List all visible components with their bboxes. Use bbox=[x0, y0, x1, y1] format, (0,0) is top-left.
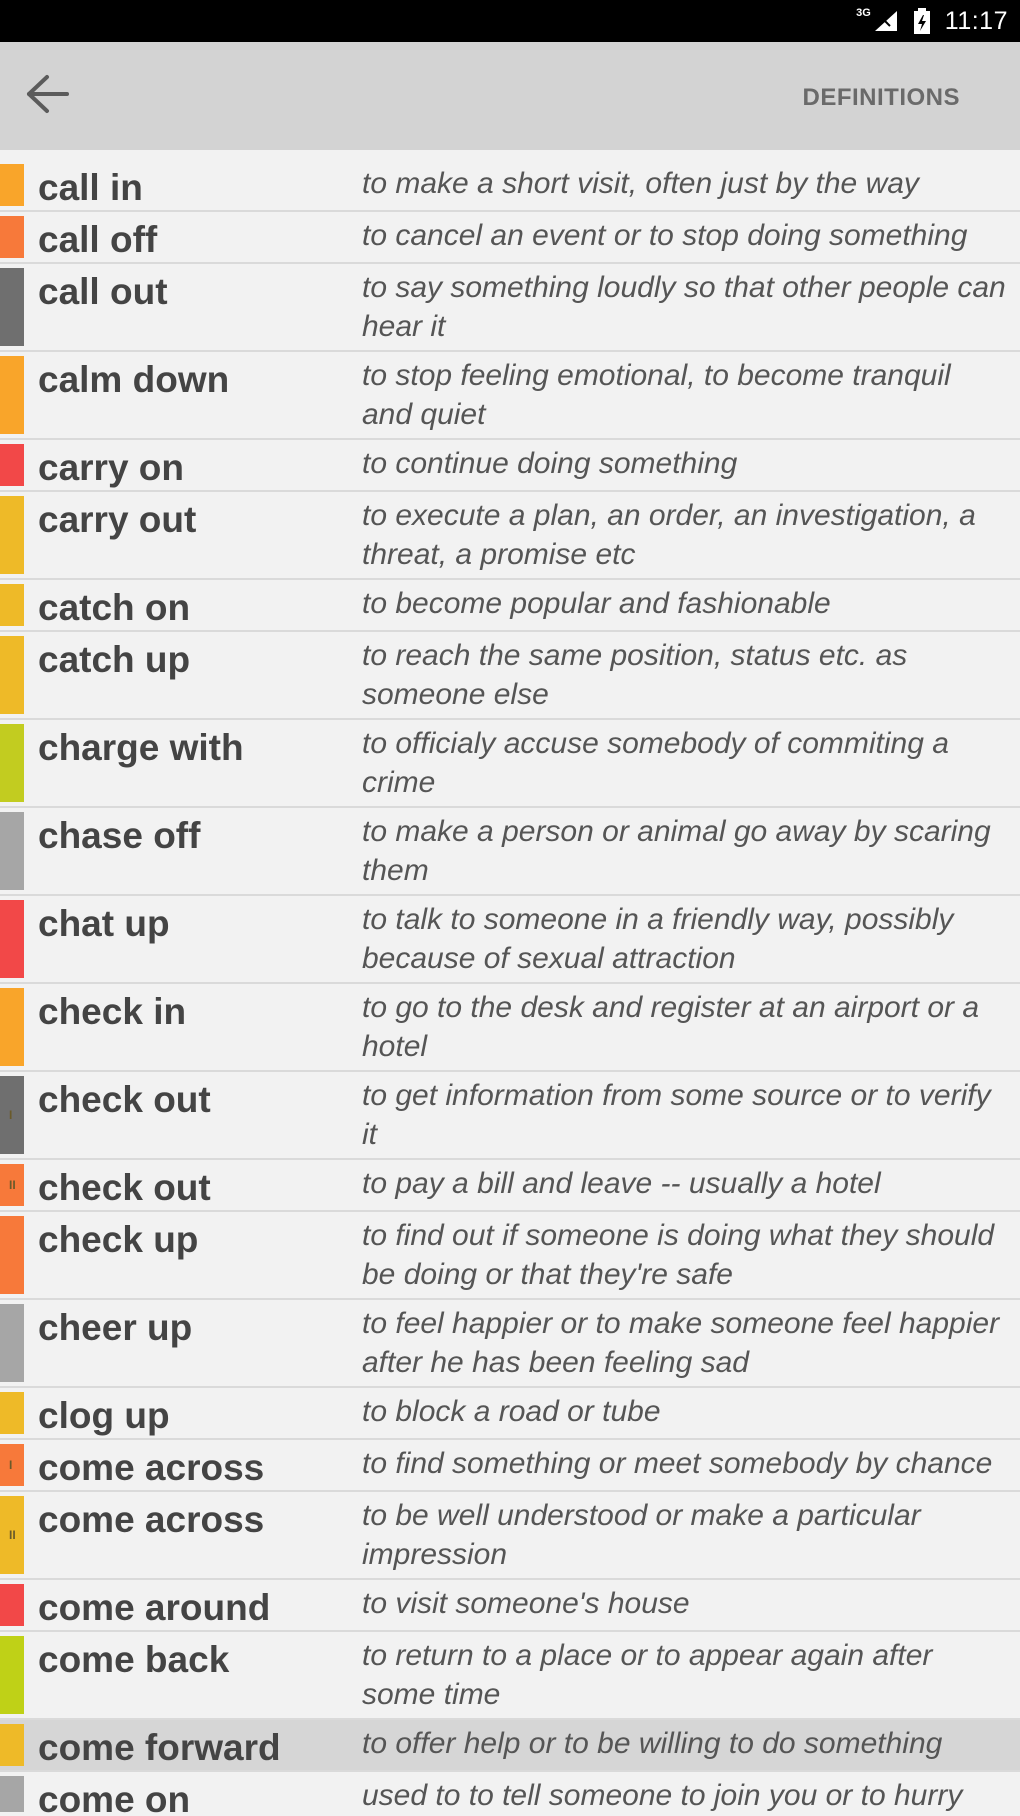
color-tag bbox=[0, 988, 24, 1066]
color-tag bbox=[0, 900, 24, 978]
phrase-label: come back bbox=[38, 1639, 230, 1680]
phrase-label: call in bbox=[38, 167, 143, 208]
list-item[interactable] bbox=[0, 352, 1020, 440]
definition-text: to return to a place or to appear again after some time bbox=[362, 1639, 933, 1711]
color-tag bbox=[0, 636, 24, 714]
phrase-label: come across bbox=[38, 1499, 265, 1540]
list-item[interactable] bbox=[0, 896, 1020, 984]
color-tag bbox=[0, 584, 24, 626]
color-tag bbox=[0, 356, 24, 434]
definition-text: to be well understood or make a particular impression bbox=[362, 1499, 921, 1571]
definition-text: to block a road or tube bbox=[362, 1395, 661, 1428]
phrasal-verb-list bbox=[0, 160, 1020, 1816]
definition-text: to go to the desk and register at an airport or a hotel bbox=[362, 991, 980, 1063]
list-item[interactable] bbox=[0, 580, 1020, 632]
phrase-label: cheer up bbox=[38, 1307, 193, 1348]
color-tag bbox=[0, 1776, 24, 1812]
list-item[interactable] bbox=[0, 1300, 1020, 1388]
list-item[interactable] bbox=[0, 1720, 1020, 1772]
definition-text: to continue doing something bbox=[362, 447, 738, 480]
color-tag bbox=[0, 1164, 24, 1206]
definition-text: to execute a plan, an order, an investigation, a threat, a promise etc bbox=[362, 499, 976, 571]
phrase-label: calm down bbox=[38, 359, 230, 400]
color-tag bbox=[0, 1392, 24, 1434]
sense-number-mark: I bbox=[9, 1108, 13, 1122]
phrase-label: call off bbox=[38, 219, 158, 260]
color-tag bbox=[0, 268, 24, 346]
list-item[interactable] bbox=[0, 720, 1020, 808]
list-item[interactable] bbox=[0, 1388, 1020, 1440]
list-item[interactable] bbox=[0, 1580, 1020, 1632]
phrase-label: charge with bbox=[38, 727, 244, 768]
back-button[interactable] bbox=[18, 66, 78, 126]
color-tag bbox=[0, 496, 24, 574]
app-toolbar bbox=[0, 42, 1020, 150]
phrase-label: catch on bbox=[38, 587, 191, 628]
phrase-label: come on bbox=[38, 1779, 191, 1816]
color-tag bbox=[0, 724, 24, 802]
definition-text: to make a short visit, often just by the way bbox=[362, 167, 919, 200]
phrase-label: call out bbox=[38, 271, 168, 312]
list-item[interactable] bbox=[0, 808, 1020, 896]
definition-text: to find out if someone is doing what they should be doing or that they're safe bbox=[362, 1219, 995, 1291]
arrow-left-icon bbox=[25, 74, 71, 119]
list-item[interactable] bbox=[0, 440, 1020, 492]
sense-number-mark: II bbox=[9, 1528, 16, 1542]
list-item[interactable] bbox=[0, 984, 1020, 1072]
color-tag bbox=[0, 1724, 24, 1766]
list-item[interactable] bbox=[0, 1492, 1020, 1580]
list-item[interactable] bbox=[0, 1212, 1020, 1300]
phrase-label: carry on bbox=[38, 447, 185, 488]
list-item[interactable] bbox=[0, 1632, 1020, 1720]
definition-text: to feel happier or to make someone feel happier after he has been feeling sad bbox=[362, 1307, 1000, 1379]
status-bar bbox=[0, 0, 1020, 42]
list-item[interactable] bbox=[0, 160, 1020, 212]
color-tag bbox=[0, 1584, 24, 1626]
phrase-label: clog up bbox=[38, 1395, 170, 1436]
phrase-label: come across bbox=[38, 1447, 265, 1488]
battery-icon bbox=[913, 7, 931, 35]
color-tag bbox=[0, 1636, 24, 1714]
phrase-label: come forward bbox=[38, 1727, 281, 1768]
color-tag bbox=[0, 1304, 24, 1382]
definition-text: to offer help or to be willing to do something bbox=[362, 1727, 943, 1760]
definition-text: to talk to someone in a friendly way, possibly because of sexual attraction bbox=[362, 903, 954, 975]
phrase-label: check up bbox=[38, 1219, 199, 1260]
list-item[interactable] bbox=[0, 264, 1020, 352]
definition-text: to stop feeling emotional, to become tranquil and quiet bbox=[362, 359, 951, 431]
phrase-label: come around bbox=[38, 1587, 271, 1628]
definition-text: to make a person or animal go away by scaring them bbox=[362, 815, 991, 887]
list-item[interactable] bbox=[0, 632, 1020, 720]
color-tag bbox=[0, 444, 24, 486]
definition-text: to pay a bill and leave -- usually a hotel bbox=[362, 1167, 881, 1200]
color-tag bbox=[0, 812, 24, 890]
sense-number-mark: II bbox=[9, 1178, 16, 1192]
list-item[interactable] bbox=[0, 1072, 1020, 1160]
phrase-label: chat up bbox=[38, 903, 170, 944]
list-item[interactable] bbox=[0, 492, 1020, 580]
phrase-label: check out bbox=[38, 1079, 211, 1120]
phrase-label: carry out bbox=[38, 499, 197, 540]
definition-text: to cancel an event or to stop doing something bbox=[362, 219, 968, 252]
definition-text: to officialy accuse somebody of commiting a crime bbox=[362, 727, 949, 799]
color-tag bbox=[0, 1076, 24, 1154]
definition-text: used to to tell someone to join you or to hurry bbox=[362, 1779, 963, 1812]
status-icons bbox=[856, 0, 1008, 42]
phrase-label: chase off bbox=[38, 815, 201, 856]
definition-text: to get information from some source or to verify it bbox=[362, 1079, 991, 1151]
list-item[interactable] bbox=[0, 1160, 1020, 1212]
definition-text: to visit someone's house bbox=[362, 1587, 690, 1620]
color-tag bbox=[0, 1444, 24, 1486]
status-clock: 11:17 bbox=[944, 6, 1008, 35]
color-tag bbox=[0, 1216, 24, 1294]
phrase-label: catch up bbox=[38, 639, 191, 680]
definition-text: to reach the same position, status etc. as someone else bbox=[362, 639, 908, 711]
list-item[interactable] bbox=[0, 1440, 1020, 1492]
color-tag bbox=[0, 216, 24, 258]
phrase-label: check out bbox=[38, 1167, 211, 1208]
network-type-label: 3G bbox=[856, 7, 871, 19]
color-tag bbox=[0, 1496, 24, 1574]
definition-text: to say something loudly so that other people can hear it bbox=[362, 271, 1006, 343]
list-item[interactable] bbox=[0, 1772, 1020, 1816]
sense-number-mark: I bbox=[9, 1458, 13, 1472]
color-tag bbox=[0, 164, 24, 206]
definition-text: to find something or meet somebody by chance bbox=[362, 1447, 993, 1480]
signal-icon bbox=[873, 9, 899, 33]
definition-text: to become popular and fashionable bbox=[362, 587, 831, 620]
definitions-button[interactable]: DEFINITIONS bbox=[802, 84, 960, 111]
list-item[interactable] bbox=[0, 212, 1020, 264]
phrase-label: check in bbox=[38, 991, 187, 1032]
